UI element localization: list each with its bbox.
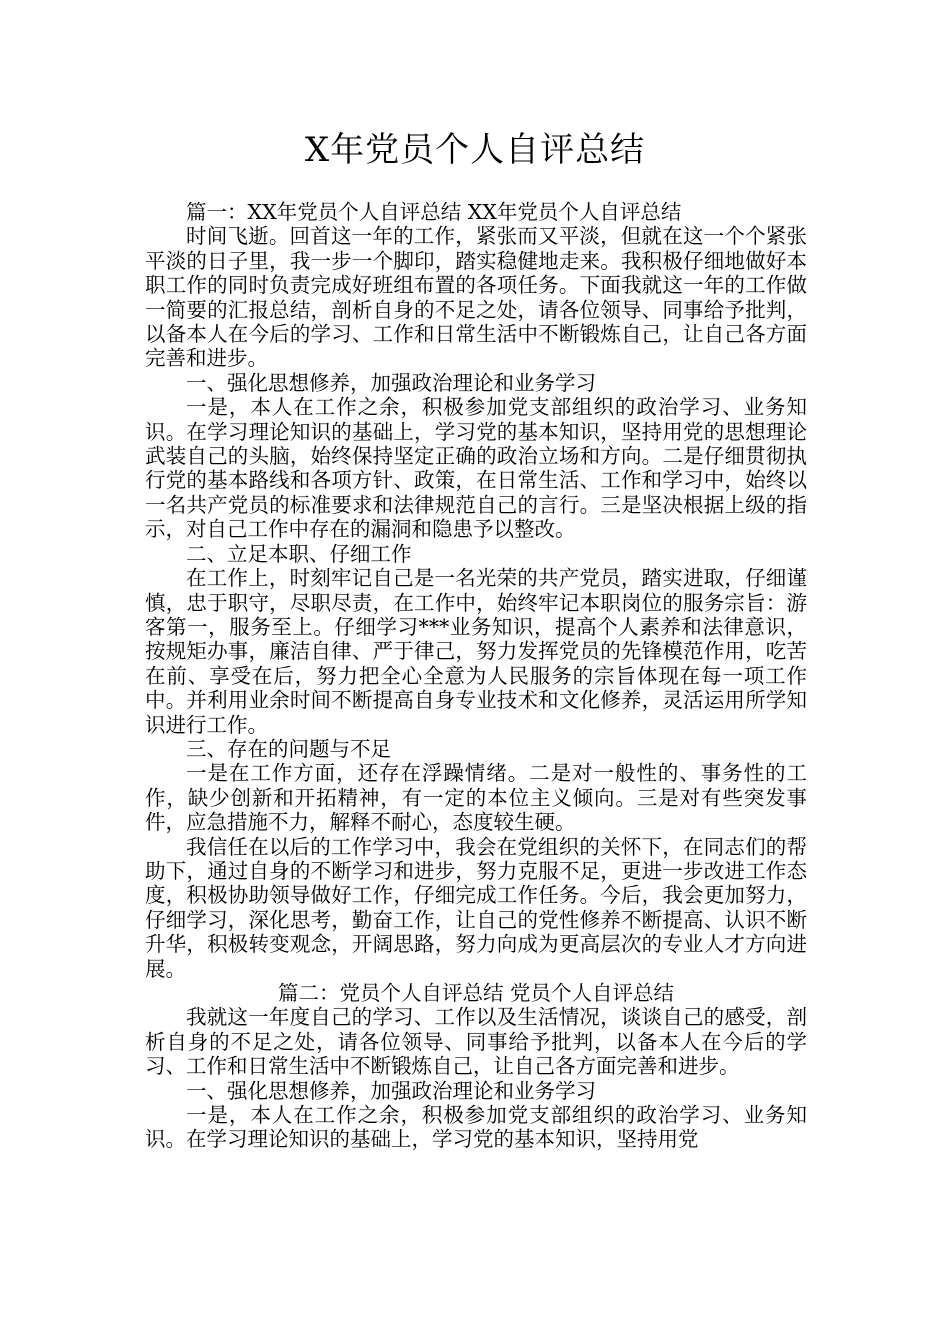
section-heading: 二、立足本职、仔细工作	[186, 541, 412, 566]
paragraph: 时间飞逝。回首这一年的工作，紧张而又平淡，但就在这一个个紧张平淡的日子里，我一步一个脚印，踏实稳健地走来。我积极仔细地做好本职工作的同时负责完成好班组布置的各项任务。下面我就这一年的工作做一简要的汇报总结，剖析自身的不足之处，请各位领导、同事给予批判，以备本人在今后的学习、工作和日常生活中不断锻炼自己，让自己各方面完善和进步。	[145, 224, 807, 371]
paragraph: 在工作上，时刻牢记自己是一名光荣的共产党员，踏实进取，仔细谨慎，忠于职守，尽职尽责，在工作中，始终牢记本职岗位的服务宗旨：游客第一，服务至上。仔细学习***业务知识，提高个人素养和法律意识，按规矩办事，廉洁自律、严于律己，努力发挥党员的先锋模范作用，吃苦在前、享受在后，努力把全心全意为人民服务的宗旨体现在每一项工作中。并利用业余时间不断提高自身专业技术和文化修养，灵活运用所学知识进行工作。	[145, 566, 807, 737]
paragraph: 一是，本人在工作之余，积极参加党支部组织的政治学习、业务知识。在学习理论知识的基础上，学习党的基本知识，坚持用党	[145, 1103, 807, 1152]
section-heading: 一、强化思想修养，加强政治理论和业务学习	[186, 370, 596, 395]
document-body	[145, 200, 807, 1152]
section-heading: 三、存在的问题与不足	[186, 736, 391, 761]
paragraph: 一是，本人在工作之余，积极参加党支部组织的政治学习、业务知识。在学习理论知识的基础上，学习党的基本知识，坚持用党的思想理论武装自己的头脑，始终保持坚定正确的政治立场和方向。二是仔细贯彻执行党的基本路线和各项方针、政策，在日常生活、工作和学习中，始终以一名共产党员的标准要求和法律规范自己的言行。三是坚决根据上级的指示，对自己工作中存在的漏洞和隐患予以整改。	[145, 395, 807, 542]
paragraph: 我信任在以后的工作学习中，我会在党组织的关怀下，在同志们的帮助下，通过自身的不断学习和进步，努力克服不足，更进一步改进工作态度，积极协助领导做好工作，仔细完成工作任务。今后，我会更加努力，仔细学习，深化思考，勤奋工作，让自己的党性修养不断提高、认识不断升华，积极转变观念，开阔思路，努力向成为更高层次的专业人才方向进展。	[145, 834, 807, 981]
document-title: X年党员个人自评总结	[304, 130, 646, 170]
paragraph: 一是在工作方面，还存在浮躁情绪。二是对一般性的、事务性的工作，缺少创新和开拓精神，有一定的本位主义倾向。三是对有些突发事件，应急措施不力，解释不耐心，态度较生硬。	[145, 761, 807, 835]
paragraph: 我就这一年度自己的学习、工作以及生活情况，谈谈自己的感受，剖析自身的不足之处，请各位领导、同事给予批判，以备本人在今后的学习、工作和日常生活中不断锻炼自己，让自己各方面完善和进步。	[145, 1005, 807, 1079]
section-heading: 一、强化思想修养，加强政治理论和业务学习	[186, 1078, 596, 1103]
section-heading-part1: 篇一：XX年党员个人自评总结 XX年党员个人自评总结	[186, 200, 682, 224]
section-heading-part2: 篇二：党员个人自评总结 党员个人自评总结	[277, 981, 674, 1005]
